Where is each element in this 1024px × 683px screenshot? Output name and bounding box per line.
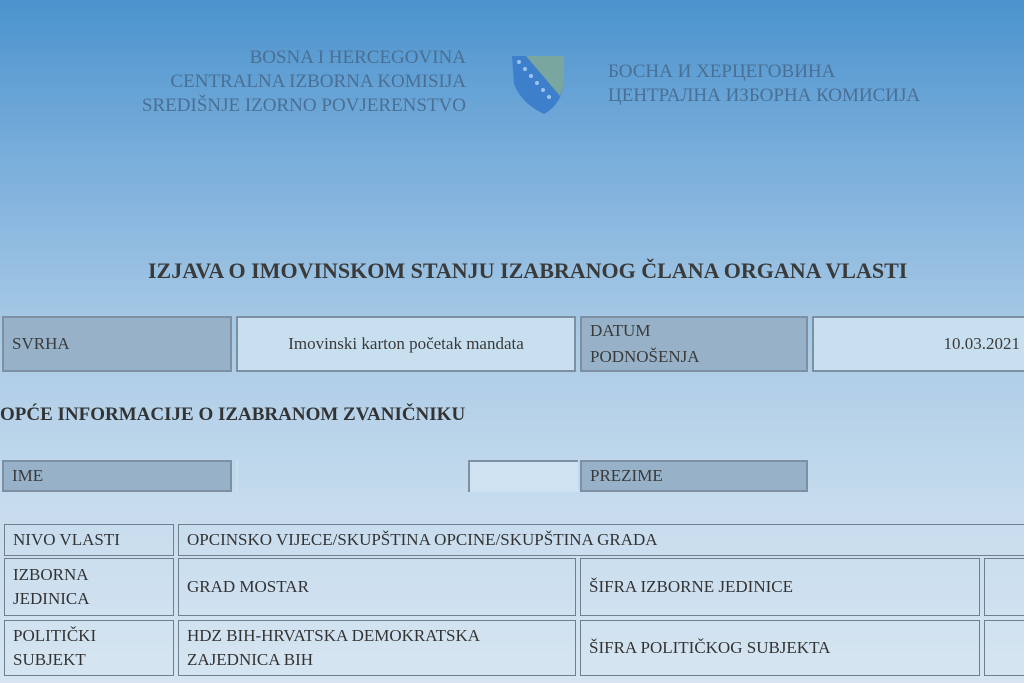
sifra-subjekta-label: ŠIFRA POLITIČKOG SUBJEKTA [580,620,980,676]
ime-label: IME [2,460,232,492]
sifra-jedinice-label: ŠIFRA IZBORNE JEDINICE [580,558,980,616]
sifra-jedinice-value [984,558,1024,616]
subjekt-label-line: SUBJEKT [13,650,86,669]
datum-label-line: PODNOŠENJA [590,347,700,366]
izborna-label-line: IZBORNA [13,565,89,584]
datum-value: 10.03.2021 [812,316,1024,372]
subjekt-value-line: ZAJEDNICA BIH [187,650,314,669]
document-title: IZJAVA O IMOVINSKOM STANJU IZABRANOG ČLANA ORGANA VLASTI [148,258,908,283]
header-left [100,46,466,118]
header-left-line: BOSNA I HERCEGOVINA [249,47,466,68]
izborna-value: GRAD MOSTAR [178,558,576,616]
izborna-label [4,558,174,616]
svrha-value: Imovinski karton početak mandata [236,316,576,372]
datum-label [580,316,808,372]
subjekt-label [4,620,174,676]
nivo-value: OPCINSKO VIJECE/SKUPŠTINA OPCINE/SKUPŠTINA GRADA [178,524,1024,556]
nivo-label: NIVO VLASTI [4,524,174,556]
ime-field [236,460,238,492]
header-right [608,60,920,108]
section-title: OPĆE INFORMACIJE O IZABRANOM ZVANIČNIKU [0,404,466,425]
header-left-line: SREDIŠNJE IZORNO POVJERENSTVO [141,95,466,116]
svrha-label: SVRHA [2,316,232,372]
prezime-label: PREZIME [580,460,808,492]
header-right-line: БОСНА И ХЕРЦЕГОВИНА [608,61,836,82]
ime-value-field [468,460,578,492]
header-right-line: ЦЕНТРАЛНА ИЗБОРНА КОМИСИЈА [608,85,921,106]
subjekt-value [178,620,576,676]
subjekt-label-line: POLITIČKI [13,626,97,645]
header-left-line: CENTRALNA IZBORNA KOMISIJA [170,71,466,92]
sifra-subjekta-value [984,620,1024,676]
subjekt-value-line: HDZ BIH-HRVATSKA DEMOKRATSKA [187,626,481,645]
bih-coat-of-arms-icon [510,54,566,116]
izborna-label-line: JEDINICA [13,589,90,608]
datum-label-line: DATUM [590,321,651,340]
